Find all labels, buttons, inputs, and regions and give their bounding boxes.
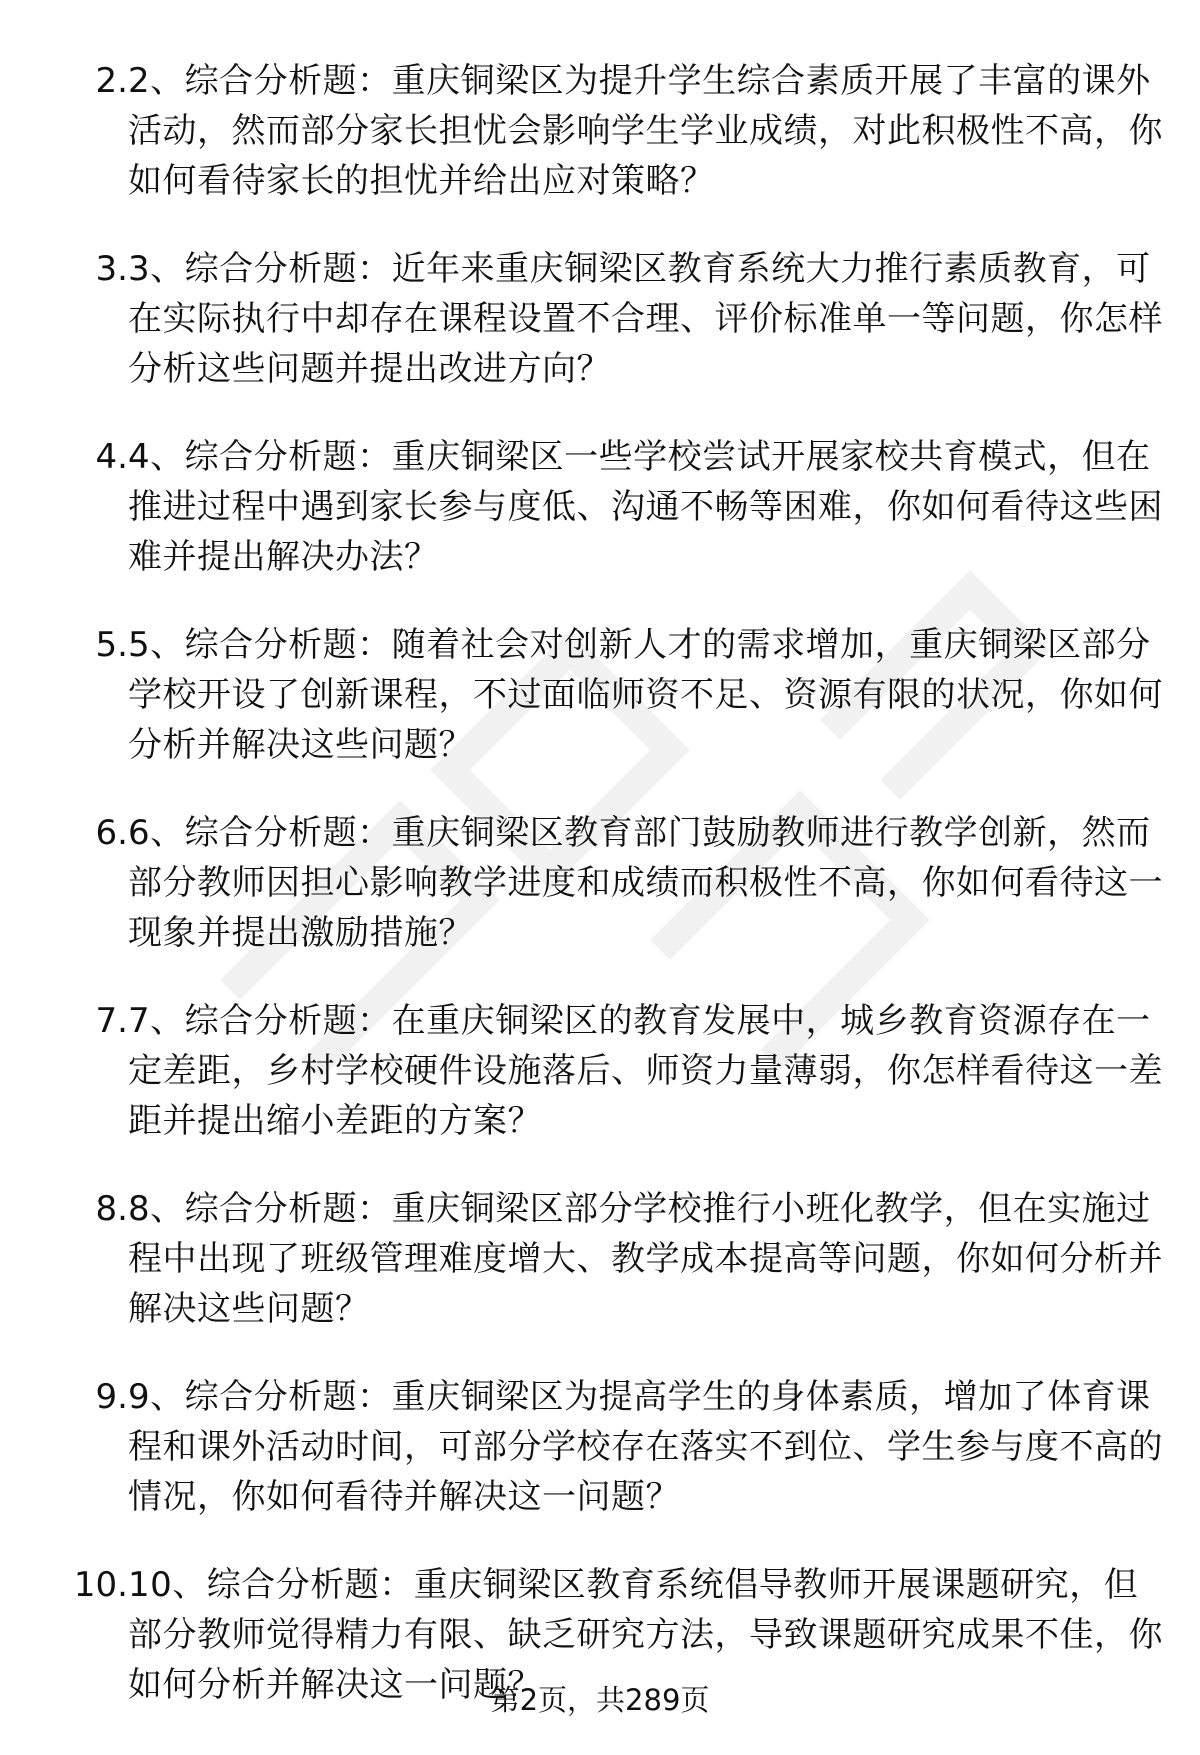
question-text: 5、综合分析题：随着社会对创新人才的需求增加，重庆铜梁区部分学校开设了创新课程，不过面临师资不足、资源有限的状况，你如何分析并解决这些问题？ — [128, 625, 1163, 765]
question-number: 4. — [95, 437, 128, 477]
list-item — [0, 620, 1200, 808]
question-text: 2、综合分析题：重庆铜梁区为提升学生综合素质开展了丰富的课外活动，然而部分家长担忧会影响学生学业成绩，对此积极性不高，你如何看待家长的担忧并给出应对策略？ — [128, 61, 1163, 201]
list-item — [0, 244, 1200, 432]
question-number: 6. — [95, 813, 128, 853]
question-number: 7. — [95, 1001, 128, 1041]
question-text: 4、综合分析题：重庆铜梁区一些学校尝试开展家校共育模式，但在推进过程中遇到家长参与度低、沟通不畅等困难，你如何看待这些困难并提出解决办法？ — [128, 437, 1163, 577]
list-item — [0, 1372, 1200, 1560]
question-number: 5. — [95, 625, 128, 665]
question-number: 3. — [95, 249, 128, 289]
question-text: 7、综合分析题：在重庆铜梁区的教育发展中，城乡教育资源存在一定差距，乡村学校硬件设施落后、师资力量薄弱，你怎样看待这一差距并提出缩小差距的方案？ — [128, 1001, 1163, 1141]
question-number: 2. — [95, 61, 128, 101]
question-text: 6、综合分析题：重庆铜梁区教育部门鼓励教师进行教学创新，然而部分教师因担心影响教学进度和成绩而积极性不高，你如何看待这一现象并提出激励措施？ — [128, 813, 1163, 953]
page-footer — [0, 1680, 1200, 1720]
list-item — [0, 56, 1200, 244]
list-item — [0, 996, 1200, 1184]
list-item — [0, 808, 1200, 996]
list-item — [0, 432, 1200, 620]
page-number-label: 第2页，共289页 — [490, 1683, 710, 1717]
question-text: 10、综合分析题：重庆铜梁区教育系统倡导教师开展课题研究，但部分教师觉得精力有限、缺乏研究方法，导致课题研究成果不佳，你如何分析并解决这一问题？ — [128, 1565, 1163, 1705]
question-text: 9、综合分析题：重庆铜梁区为提高学生的身体素质，增加了体育课程和课外活动时间，可部分学校存在落实不到位、学生参与度不高的情况，你如何看待并解决这一问题？ — [128, 1377, 1163, 1517]
question-list — [0, 56, 1200, 1748]
question-number: 9. — [95, 1377, 128, 1417]
question-text: 3、综合分析题：近年来重庆铜梁区教育系统大力推行素质教育，可在实际执行中却存在课程设置不合理、评价标准单一等问题，你怎样分析这些问题并提出改进方向？ — [128, 249, 1163, 389]
question-number: 8. — [95, 1189, 128, 1229]
list-item — [0, 1184, 1200, 1372]
question-number: 10. — [73, 1565, 128, 1605]
question-text: 8、综合分析题：重庆铜梁区部分学校推行小班化教学，但在实施过程中出现了班级管理难度增大、教学成本提高等问题，你如何分析并解决这些问题？ — [128, 1189, 1163, 1329]
